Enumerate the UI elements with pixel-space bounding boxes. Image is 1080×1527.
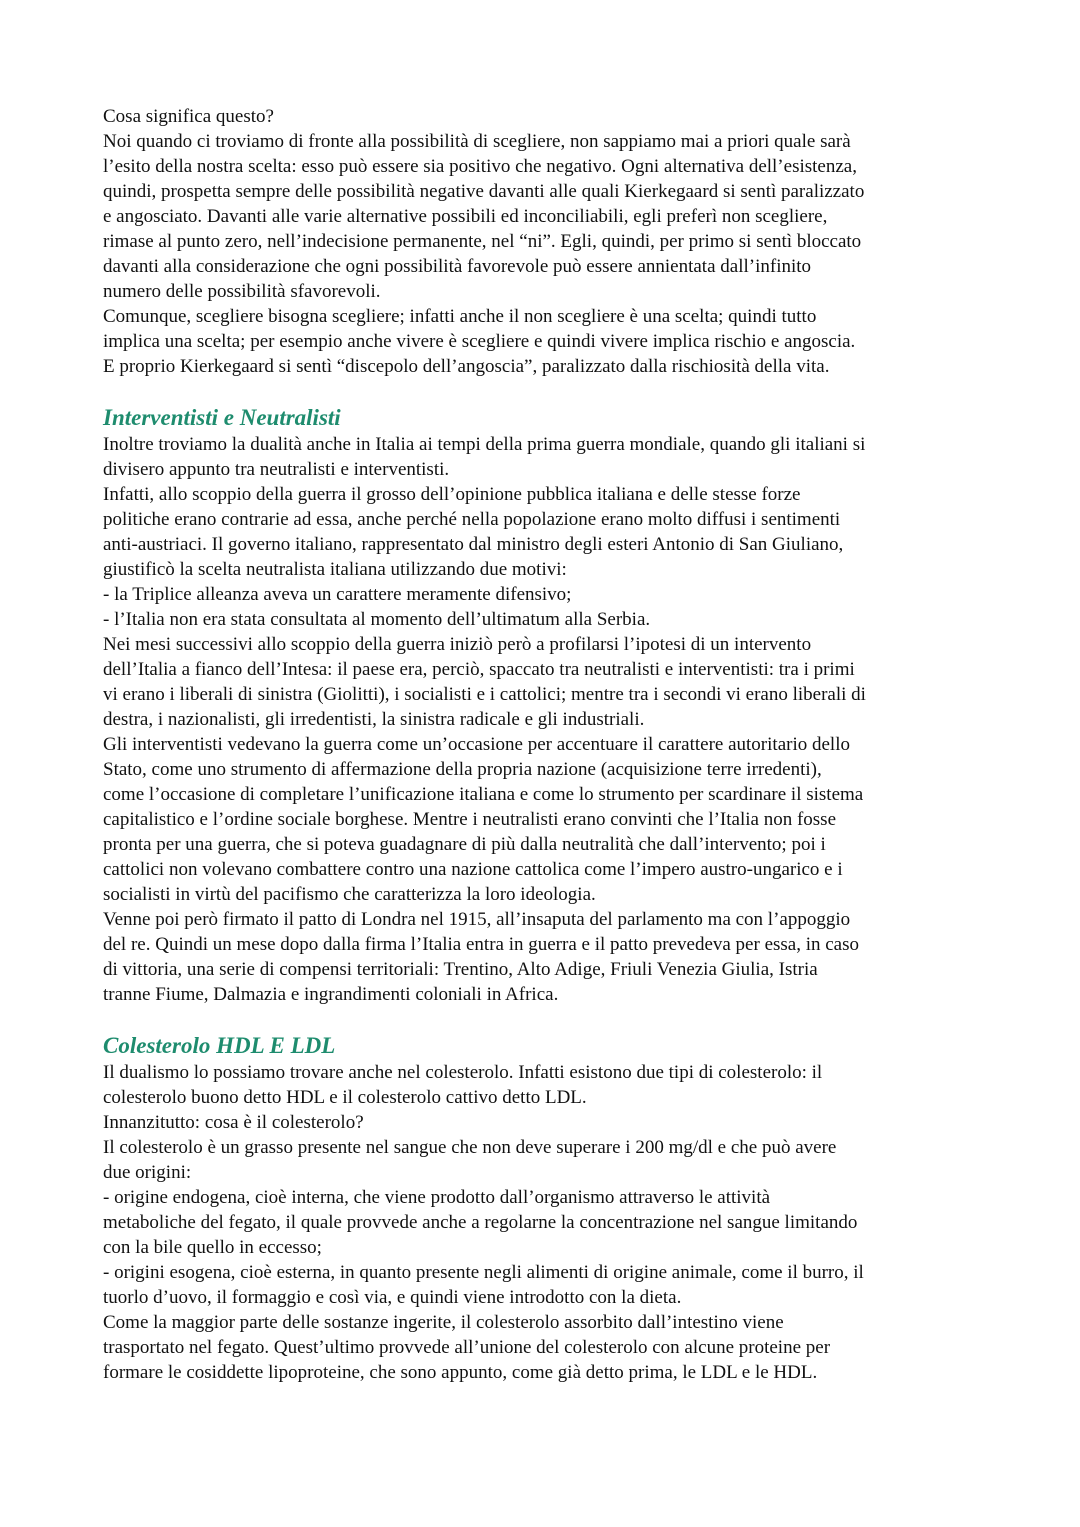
paragraph-kierkegaard-choice: Noi quando ci troviamo di fronte alla possibilità di scegliere, non sappiamo mai a priori quale sarà l’esito della nostra scelta: esso può essere sia positivo che negativo. Ogni alternativa dell’esistenza, quindi, prospetta sempre delle possibilità negative davanti alle quali Kierkegaard si sentì paralizzato e angosciato. Davanti alle varie alternative possibili ed inconciliabili, egli preferì non scegliere, rimase al punto zero, nell’indecisione permanente, nel “ni”. Egli, quindi, per primo si sentì bloccato davanti alla considerazione che ogni possibilità favorevole può essere annientata dall’infinito numero delle possibilità sfavorevoli. xyxy=(103,131,865,302)
paragraph-cholesterol-definition: Il colesterolo è un grasso presente nel sangue che non deve superare i 200 mg/dl e che può avere due origini: xyxy=(103,1137,837,1183)
paragraph-outbreak: Infatti, allo scoppio della guerra il grosso dell’opinione pubblica italiana e delle stesse forze politiche erano contrarie ad essa, anche perché nella popolazione erano molto diffusi i sentimenti anti-austriaci. Il governo italiano, rappresentato dal ministro degli esteri Antonio di San Giuliano, giustificò la scelta neutralista italiana utilizzando due motivi: xyxy=(103,484,844,580)
document-page xyxy=(103,104,993,1385)
question-line: Cosa significa questo? xyxy=(103,106,274,127)
heading-colesterolo: Colesterolo HDL E LDL xyxy=(103,1033,336,1058)
section-spacer xyxy=(103,1007,993,1032)
paragraph-interventionists-view: Gli interventisti vedevano la guerra come un’occasione per accentuare il carattere autoritario dello Stato, come uno strumento di affermazione della propria nazione (acquisizione terre irredenti), come l’occasione di completare l’unificazione italiana e come lo strumento per scardinare il sistema capitalistico e l’ordine sociale borghese. Mentre i neutralisti erano convinti che l’Italia non fosse pronta per una guerra, che si poteva guadagnare di più dalla neutralità che dall’intervento; poi i cattolici non volevano combattere contro una nazione cattolica come l’impero austro-ungarico e i socialisti in virtù del pacifismo che caratterizza la loro ideologia. xyxy=(103,734,864,905)
paragraph-anguish: E proprio Kierkegaard si sentì “discepolo dell’angoscia”, paralizzato dalla rischiosità della vita. xyxy=(103,356,830,377)
heading-interventisti-neutralisti: Interventisti e Neutralisti xyxy=(103,405,341,430)
paragraph-london-pact: Venne poi però firmato il patto di Londra nel 1915, all’insaputa del parlamento ma con l’appoggio del re. Quindi un mese dopo dalla firma l’Italia entra in guerra e il patto prevedeva per essa, in caso di vittoria, una serie di compensi territoriali: Trentino, Alto Adige, Friuli Venezia Giulia, Istria tranne Fiume, Dalmazia e ingrandimenti coloniali in Africa. xyxy=(103,909,860,1005)
paragraph-choose: Comunque, scegliere bisogna scegliere; infatti anche il non scegliere è una scelta; quindi tutto implica una scelta; per esempio anche vivere è scegliere e quindi vivere implica rischio e angoscia. xyxy=(103,306,856,352)
paragraph-duality-italy: Inoltre troviamo la dualità anche in Italia ai tempi della prima guerra mondiale, quando gli italiani si divisero appunto tra neutralisti e interventisti. xyxy=(103,434,866,480)
section-spacer xyxy=(103,379,993,404)
paragraph-intervention-hypothesis: Nei mesi successivi allo scoppio della guerra iniziò però a profilarsi l’ipotesi di un intervento dell’Italia a fianco dell’Intesa: il paese era, perciò, spaccato tra neutralisti e interventisti: tra i primi vi erano i liberali di sinistra (Giolitti), i socialisti e i cattolici; mentre tra i secondi vi erano liberali di destra, i nazionalisti, gli irredentisti, la sinistra radicale e gli industriali. xyxy=(103,634,866,730)
list-item-exogenous: - origini esogena, cioè esterna, in quanto presente negli alimenti di origine animale, come il burro, il tuorlo d’uovo, il formaggio e così via, e quindi viene introdotto con la dieta. xyxy=(103,1262,864,1308)
paragraph-lipoproteins: Come la maggior parte delle sostanze ingerite, il colesterolo assorbito dall’intestino viene trasportato nel fegato. Quest’ultimo provvede all’unione del colesterolo con alcune proteine per formare le cosiddette lipoproteine, che sono appunto, come già detto prima, le LDL e le HDL. xyxy=(103,1312,831,1383)
list-item-endogenous: - origine endogena, cioè interna, che viene prodotto dall’organismo attraverso le attività metaboliche del fegato, il quale provvede anche a regolarne la concentrazione nel sangue limitando con la bile quello in eccesso; xyxy=(103,1187,858,1258)
paragraph-what-is-cholesterol: Innanzitutto: cosa è il colesterolo? xyxy=(103,1112,364,1133)
paragraph-cholesterol-dualism: Il dualismo lo possiamo trovare anche nel colesterolo. Infatti esistono due tipi di colesterolo: il colesterolo buono detto HDL e il colesterolo cattivo detto LDL. xyxy=(103,1062,823,1108)
list-item-ultimatum: - l’Italia non era stata consultata al momento dell’ultimatum alla Serbia. xyxy=(103,609,651,630)
list-item-triple-alliance: - la Triplice alleanza aveva un carattere meramente difensivo; xyxy=(103,584,572,605)
